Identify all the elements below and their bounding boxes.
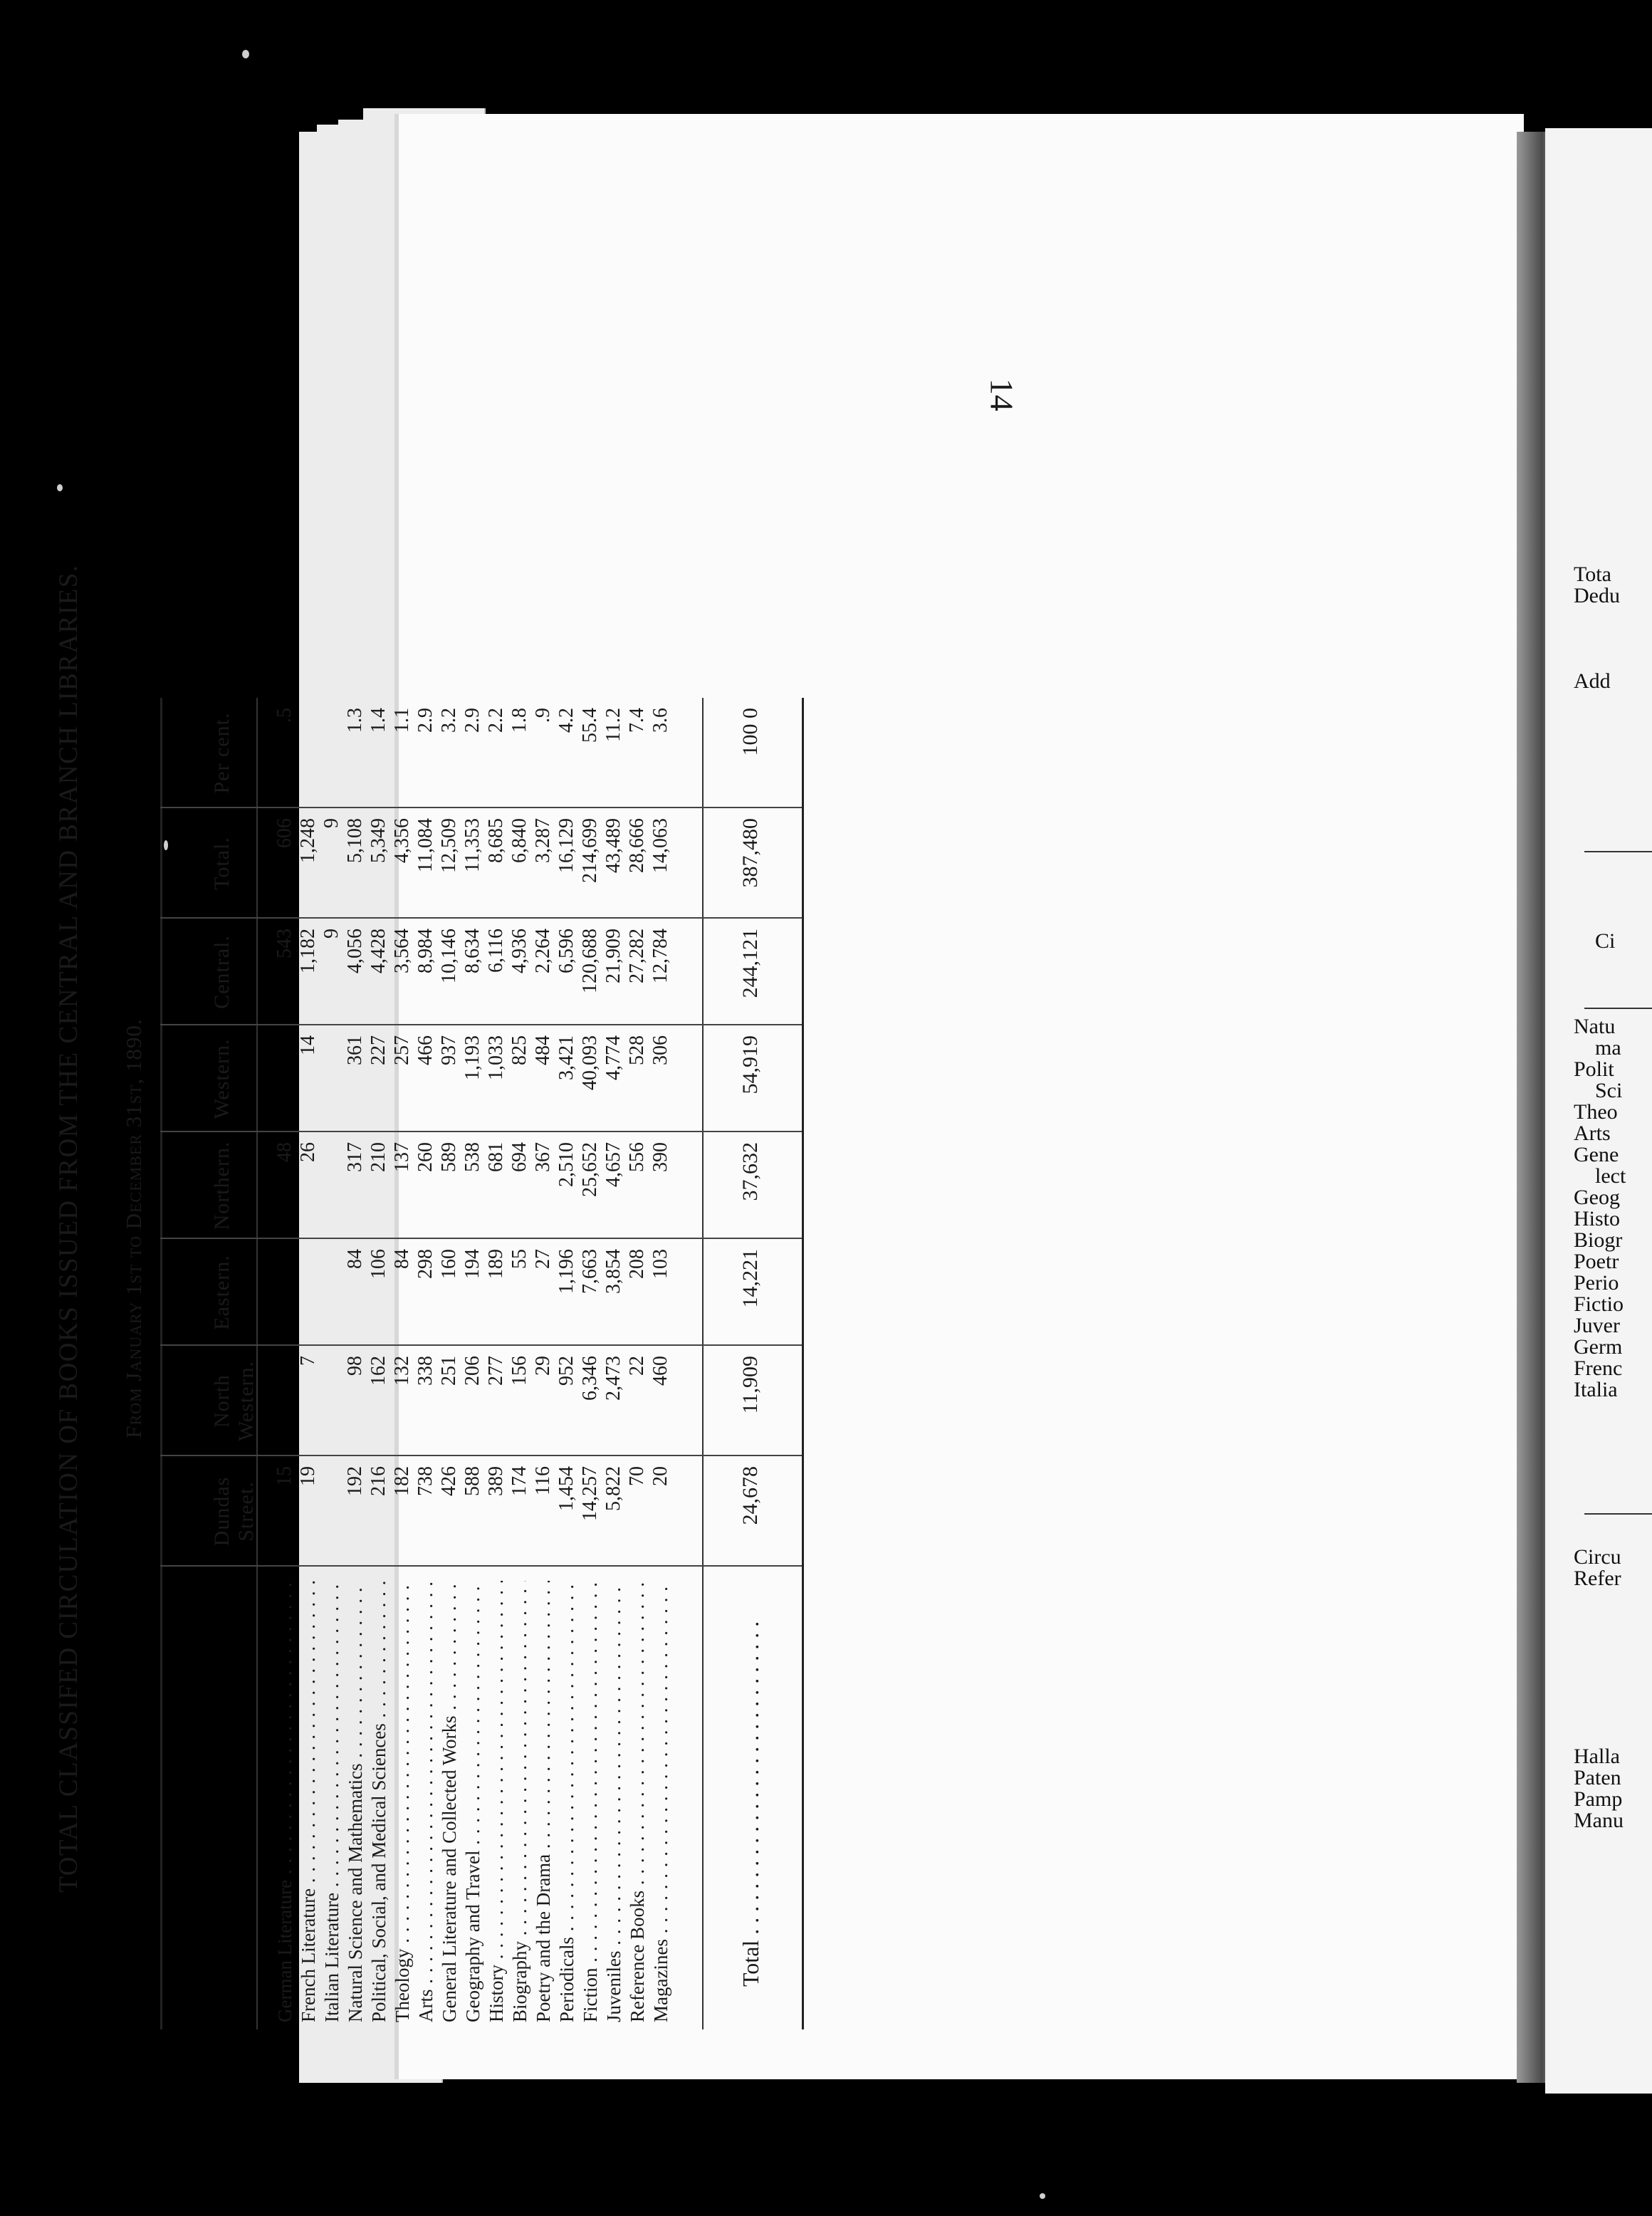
table-cell: 390 (649, 1142, 671, 1172)
table-cell: 3,854 (602, 1249, 624, 1294)
table-cell: 43,489 (602, 818, 624, 873)
table-cell: .5 (273, 708, 296, 723)
table-cell: 317 (344, 1142, 366, 1172)
table-cell: 84 (391, 1249, 413, 1269)
table-cell: 4,774 (602, 1035, 624, 1080)
row-label-text: Poetry and the Drama . . . (533, 1581, 554, 2022)
column-header: Dundas Street. (210, 1476, 258, 1547)
table-cell (321, 1466, 343, 1567)
table-cell: 3,421 (555, 1035, 577, 1080)
table-cell: 4.2 (555, 708, 577, 733)
adjacent-page-text: Polit (1574, 1057, 1614, 1081)
table-cell: 1.3 (344, 708, 366, 733)
table-cell: 192 (344, 1466, 366, 1496)
table-cell: 2.2 (485, 708, 507, 733)
rule-line (1584, 1513, 1652, 1515)
table-cell: 2,510 (555, 1142, 577, 1187)
table-cell (274, 1035, 296, 1132)
table-cell: 952 (555, 1356, 577, 1386)
table-cell: 25,652 (579, 1142, 601, 1197)
row-label-text: Arts . . . (415, 1581, 436, 2022)
table-cell: 227 (367, 1035, 390, 1065)
adjacent-page-text: ma (1595, 1036, 1621, 1060)
table-cell (274, 1249, 296, 1346)
table-cell: 588 (461, 1466, 483, 1496)
table-cell: 214,699 (579, 818, 601, 883)
column-header: Central. (210, 935, 234, 1009)
table-cell (321, 708, 343, 808)
table-cell: 6,596 (555, 929, 577, 973)
adjacent-page-text: Halla (1574, 1745, 1620, 1768)
table-cell: 5,349 (367, 818, 390, 863)
table-cell: 4,356 (391, 818, 413, 863)
adjacent-page-text: Arts (1574, 1122, 1611, 1145)
table-cell: 10,146 (438, 929, 460, 983)
table-cell: 160 (438, 1249, 460, 1279)
table-cell: 260 (414, 1142, 436, 1172)
table-cell: 216 (367, 1466, 390, 1496)
table-cell: 106 (367, 1249, 390, 1279)
table-cell: 182 (391, 1466, 413, 1496)
adjacent-page-text: Tota (1574, 563, 1611, 586)
column-header: Eastern. (210, 1255, 234, 1330)
table-cell: 3.6 (649, 708, 671, 733)
table-cell: 5,822 (602, 1466, 624, 1511)
adjacent-page-text: Gene (1574, 1143, 1619, 1166)
table-cell: 7 (297, 1356, 319, 1366)
table-cell (298, 1249, 319, 1346)
row-label-text: History . . . (486, 1581, 507, 2022)
dust-speck (242, 50, 249, 58)
table-cell: 2,264 (532, 929, 554, 973)
row-label-text: General Literature and Collected Works . . . (439, 1581, 460, 2022)
table-cell (321, 1035, 343, 1132)
table-cell: 694 (508, 1142, 530, 1172)
table-cell: .9 (532, 708, 554, 723)
table-cell: 528 (626, 1035, 648, 1065)
adjacent-page-text: Geog (1574, 1186, 1620, 1209)
table-cell: 14,063 (649, 818, 671, 873)
row-label-text: Theology . . . (392, 1581, 413, 2022)
table-cell: 298 (414, 1249, 436, 1279)
table-cell: 6,116 (485, 929, 507, 973)
row-label (415, 1581, 436, 2022)
row-label-text: French Literature . . . (298, 1581, 319, 2022)
adjacent-page-text: Italia (1574, 1378, 1618, 1401)
adjacent-page-text: Juver (1574, 1314, 1620, 1337)
table-cell: 426 (438, 1466, 460, 1496)
table-cell: 8,984 (414, 929, 436, 973)
table-cell: 1,196 (555, 1249, 577, 1294)
adjacent-page-text: Paten (1574, 1766, 1621, 1789)
row-label (556, 1581, 577, 2022)
table-cell: 460 (649, 1356, 671, 1386)
row-label-text: German Literature . . . (274, 1581, 296, 2022)
row-label-text: Political, Social, and Medical Sciences . . . (368, 1581, 390, 2022)
adjacent-page-text: Germ (1574, 1335, 1623, 1359)
table-cell: 257 (391, 1035, 413, 1065)
adjacent-page-text: Pamp (1574, 1787, 1623, 1811)
row-label-text: Geography and Travel . . . (462, 1581, 483, 2022)
adjacent-page-text: Poetr (1574, 1250, 1619, 1273)
row-label (321, 1581, 343, 2022)
table-cell (321, 1249, 343, 1346)
table-cell: 1.4 (367, 708, 390, 733)
totals-cell: 11,909 (738, 1356, 762, 1414)
table-cell: 98 (344, 1356, 366, 1376)
totals-label-text: Total . . . (738, 1616, 763, 1987)
table-cell: 1,193 (461, 1035, 483, 1080)
adjacent-page-text: lect (1595, 1164, 1626, 1188)
table-cell: 466 (414, 1035, 436, 1065)
table-cell: 6,346 (579, 1356, 601, 1401)
table-cell: 11.2 (602, 708, 624, 742)
table-cell: 132 (391, 1356, 413, 1386)
row-label (603, 1581, 624, 2022)
table-cell: 9 (320, 929, 343, 939)
rule-line (1584, 1008, 1652, 1009)
table-cell: 29 (532, 1356, 554, 1376)
totals-label (738, 1616, 763, 1987)
table-cell: 156 (508, 1356, 530, 1386)
table-cell: 210 (367, 1142, 390, 1172)
circulation-table (160, 449, 1072, 2029)
table-cell: 2.9 (461, 708, 483, 733)
column-header: Total. (210, 837, 234, 890)
table-cell: 1,454 (555, 1466, 577, 1511)
row-label (368, 1581, 390, 2022)
adjacent-page-text: Theo (1574, 1100, 1618, 1124)
table-cell: 1,033 (485, 1035, 507, 1080)
table-cell: 55.4 (579, 708, 601, 743)
totals-cell: 387,480 (738, 818, 762, 888)
table-cell: 825 (508, 1035, 530, 1065)
table-cell: 12,509 (438, 818, 460, 873)
totals-rule (702, 698, 704, 2029)
row-label-text: Magazines . . . (650, 1581, 671, 2022)
adjacent-page-text: Ci (1595, 929, 1616, 953)
table-cell (298, 708, 319, 808)
table-cell: 70 (626, 1466, 648, 1486)
table-cell: 1,248 (297, 818, 319, 863)
adjacent-page (1545, 128, 1652, 2094)
row-label-text: Italian Literature . . . (321, 1581, 343, 2022)
table-cell (321, 1142, 343, 1239)
table-cell: 681 (485, 1142, 507, 1172)
table-cell: 1.1 (391, 708, 413, 733)
table-cell: 174 (508, 1466, 530, 1496)
table-cell: 120,688 (579, 929, 601, 993)
table-cell: 3,564 (391, 929, 413, 973)
table-cell: 1.8 (508, 708, 530, 733)
adjacent-page-text: Refer (1574, 1567, 1621, 1590)
table-cell: 277 (485, 1356, 507, 1386)
table-cell: 8,634 (461, 929, 483, 973)
table-cell: 4,428 (367, 929, 390, 973)
table-cell: 11,084 (414, 818, 436, 872)
table-cell: 19 (297, 1466, 319, 1486)
page-number: 14 (983, 378, 1020, 412)
row-label (627, 1581, 648, 2022)
table-cell: 5,108 (344, 818, 366, 863)
adjacent-page-text: Dedu (1574, 584, 1620, 607)
table-cell (321, 1356, 343, 1456)
table-cell: 48 (273, 1142, 296, 1162)
table-cell: 116 (532, 1466, 554, 1495)
table-cell: 28,666 (626, 818, 648, 873)
column-header: Western. (210, 1038, 234, 1119)
table-cell: 137 (391, 1142, 413, 1172)
adjacent-page-text: Circu (1574, 1545, 1621, 1569)
table-cell: 4,936 (508, 929, 530, 973)
table-cell: 20 (649, 1466, 671, 1486)
table-cell: 194 (461, 1249, 483, 1279)
table-cell: 937 (438, 1035, 460, 1065)
table-cell: 589 (438, 1142, 460, 1172)
rotated-table-content (53, 409, 1086, 2047)
row-label (486, 1581, 507, 2022)
table-cell: 84 (344, 1249, 366, 1269)
table-subtitle: From January 1st to December 31st, 1890. (121, 1018, 146, 1438)
table-top-rule (160, 698, 162, 2029)
table-cell: 2.9 (414, 708, 436, 733)
rule-line (1584, 851, 1652, 852)
totals-cell: 244,121 (738, 929, 762, 998)
row-label-text: Reference Books . . . (627, 1581, 648, 2022)
row-label (509, 1581, 530, 2022)
table-cell: 15 (273, 1466, 296, 1486)
adjacent-page-text: Manu (1574, 1809, 1624, 1832)
column-header: Per cent. (210, 712, 234, 794)
adjacent-page-text: Sci (1595, 1079, 1623, 1102)
table-cell: 538 (461, 1142, 483, 1172)
row-label-text: Fiction . . . (580, 1581, 601, 2022)
table-title: TOTAL CLASSIFED CIRCULATION OF BOOKS ISSUED FROM THE CENTRAL AND BRANCH LIBRARIES. (54, 564, 83, 1893)
table-cell: 7,663 (579, 1249, 601, 1294)
table-cell: 21,909 (602, 929, 624, 983)
totals-cell: 37,632 (738, 1142, 762, 1201)
row-label (345, 1581, 366, 2022)
adjacent-page-text: Perio (1574, 1271, 1619, 1295)
table-cell: 4,657 (602, 1142, 624, 1187)
table-cell: 189 (485, 1249, 507, 1279)
table-cell: 338 (414, 1356, 436, 1386)
table-bottom-rule (802, 698, 804, 2029)
row-label (274, 1581, 296, 2022)
table-cell: 2,473 (602, 1356, 624, 1401)
table-cell: 4,056 (344, 929, 366, 973)
table-cell: 7.4 (626, 708, 648, 733)
dust-speck (1040, 2193, 1045, 2199)
table-cell: 543 (273, 929, 296, 958)
adjacent-page-text: Biogr (1574, 1228, 1623, 1252)
table-cell: 55 (508, 1249, 530, 1269)
row-label (298, 1581, 319, 2022)
table-cell: 306 (649, 1035, 671, 1065)
table-cell: 11,353 (461, 818, 483, 872)
row-label (580, 1581, 601, 2022)
table-cell: 14 (297, 1035, 319, 1055)
table-cell: 27 (532, 1249, 554, 1269)
table-cell: 12,784 (649, 929, 671, 983)
table-cell: 484 (532, 1035, 554, 1065)
table-cell: 27,282 (626, 929, 648, 983)
row-label-text: Biography . . . (509, 1581, 530, 2022)
table-cell: 556 (626, 1142, 648, 1172)
table-cell: 16,129 (555, 818, 577, 873)
table-cell: 738 (414, 1466, 436, 1496)
table-cell: 8,685 (485, 818, 507, 863)
row-label (439, 1581, 460, 2022)
totals-cell: 14,221 (738, 1249, 762, 1308)
table-cell: 14,257 (579, 1466, 601, 1521)
adjacent-page-text: Frenc (1574, 1357, 1623, 1380)
table-cell: 9 (320, 818, 343, 828)
adjacent-page-text: Fictio (1574, 1292, 1624, 1316)
table-cell (274, 1356, 296, 1456)
adjacent-page-text: Histo (1574, 1207, 1621, 1230)
adjacent-page-text: Natu (1574, 1015, 1616, 1038)
table-cell: 389 (485, 1466, 507, 1496)
row-label (533, 1581, 554, 2022)
table-cell: 1,182 (297, 929, 319, 973)
table-cell: 40,093 (579, 1035, 601, 1090)
row-label (462, 1581, 483, 2022)
table-cell: 162 (367, 1356, 390, 1386)
totals-cell: 100 0 (738, 708, 762, 756)
table-cell: 251 (438, 1356, 460, 1386)
table-cell: 3,287 (532, 818, 554, 863)
row-label-text: Periodicals . . . (556, 1581, 577, 2022)
table-cell: 206 (461, 1356, 483, 1386)
row-label (392, 1581, 413, 2022)
adjacent-page-text: Add (1574, 669, 1611, 693)
table-cell: 208 (626, 1249, 648, 1279)
row-label (650, 1581, 671, 2022)
row-label-text: Juveniles . . . (603, 1581, 624, 2022)
table-cell: 22 (626, 1356, 648, 1376)
table-cell: 6,840 (508, 818, 530, 863)
totals-cell: 24,678 (738, 1466, 762, 1525)
totals-cell: 54,919 (738, 1035, 762, 1094)
column-header: Northern. (210, 1141, 234, 1230)
table-cell: 103 (649, 1249, 671, 1279)
table-cell: 3.2 (438, 708, 460, 733)
column-header: North Western. (210, 1360, 258, 1442)
table-cell: 367 (532, 1142, 554, 1172)
table-cell: 606 (273, 818, 296, 848)
row-label-text: Natural Science and Mathematics . . . (345, 1581, 366, 2022)
table-cell: 26 (297, 1142, 319, 1162)
table-cell: 361 (344, 1035, 366, 1065)
